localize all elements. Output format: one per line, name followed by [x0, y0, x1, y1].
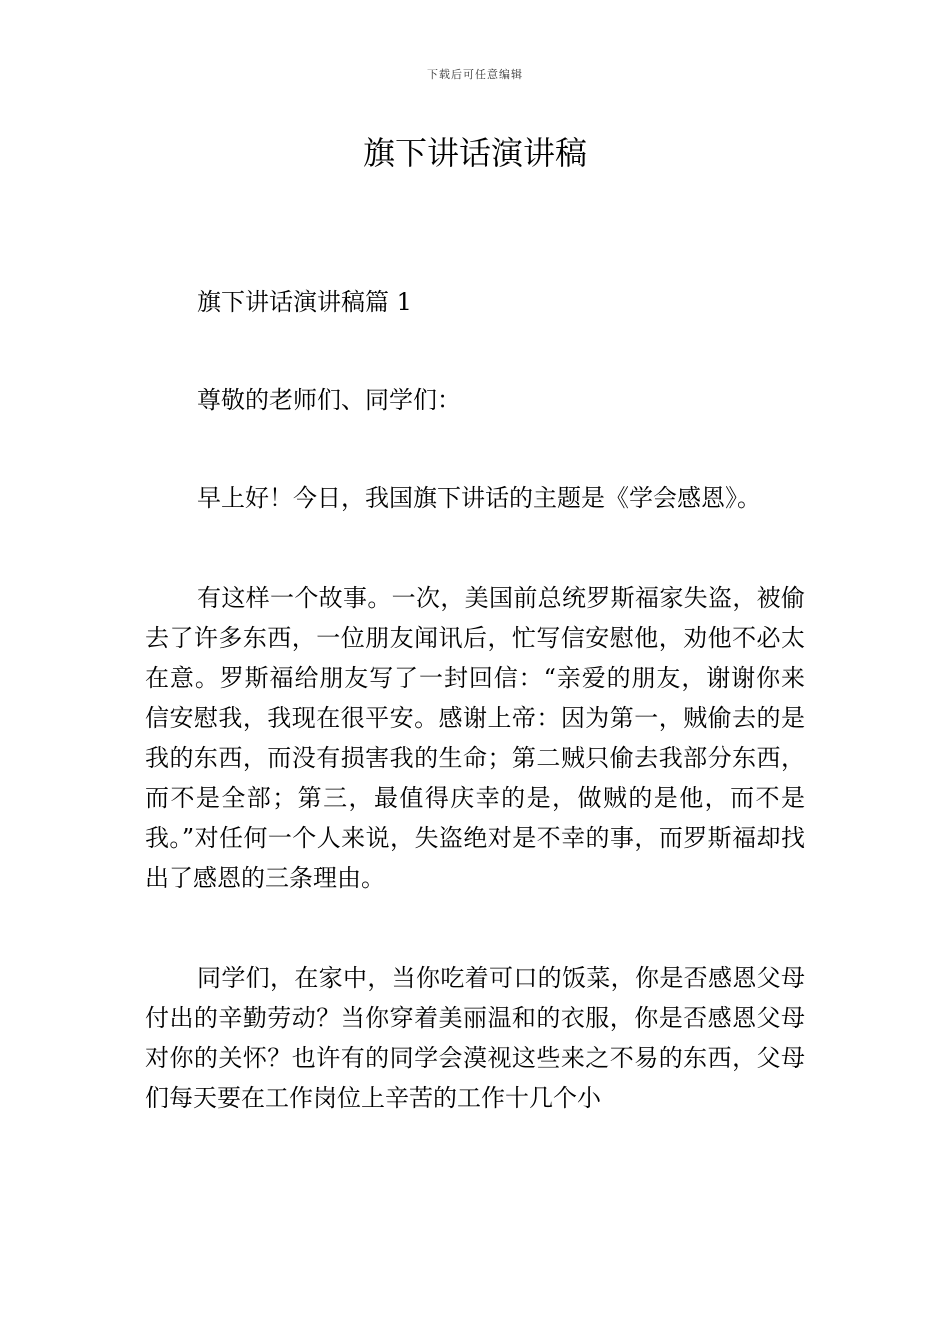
- paragraph-parents: 同学们，在家中，当你吃着可口的饭菜，你是否感恩父母付出的辛勤劳动？当你穿着美丽温和的衣服，你是否感恩父母对你的关怀？也许有的同学会漠视这些来之不易的东西，父母们每天要在工作岗位上辛苦的工作十几个小: [145, 964, 805, 1112]
- header-note: 下载后可任意编辑: [427, 68, 523, 81]
- document-body: [145, 282, 805, 1178]
- document-title: 旗下讲话演讲稿: [362, 134, 587, 172]
- paragraph-roosevelt-story: 有这样一个故事。一次，美国前总统罗斯福家失盗，被偷去了许多东西，一位朋友闻讯后，忙写信安慰他，劝他不必太在意。罗斯福给朋友写了一封回信：“亲爱的朋友，谢谢你来信安慰我，我现在很平安。感谢上帝：因为第一，贼偷去的是我的东西，而没有损害我的生命；第二贼只偷去我部分东西，而不是全部；第三，最值得庆幸的是，做贼的是他，而不是我。”对任何一个人来说，失盗绝对是不幸的事，而罗斯福却找出了感恩的三条理由。: [145, 584, 805, 892]
- section-heading: 旗下讲话演讲稿篇 1: [197, 288, 412, 316]
- salutation: 尊敬的老师们、同学们：: [197, 386, 461, 414]
- paragraph-greeting: 早上好！今日，我国旗下讲话的主题是《学会感恩》。: [197, 484, 761, 512]
